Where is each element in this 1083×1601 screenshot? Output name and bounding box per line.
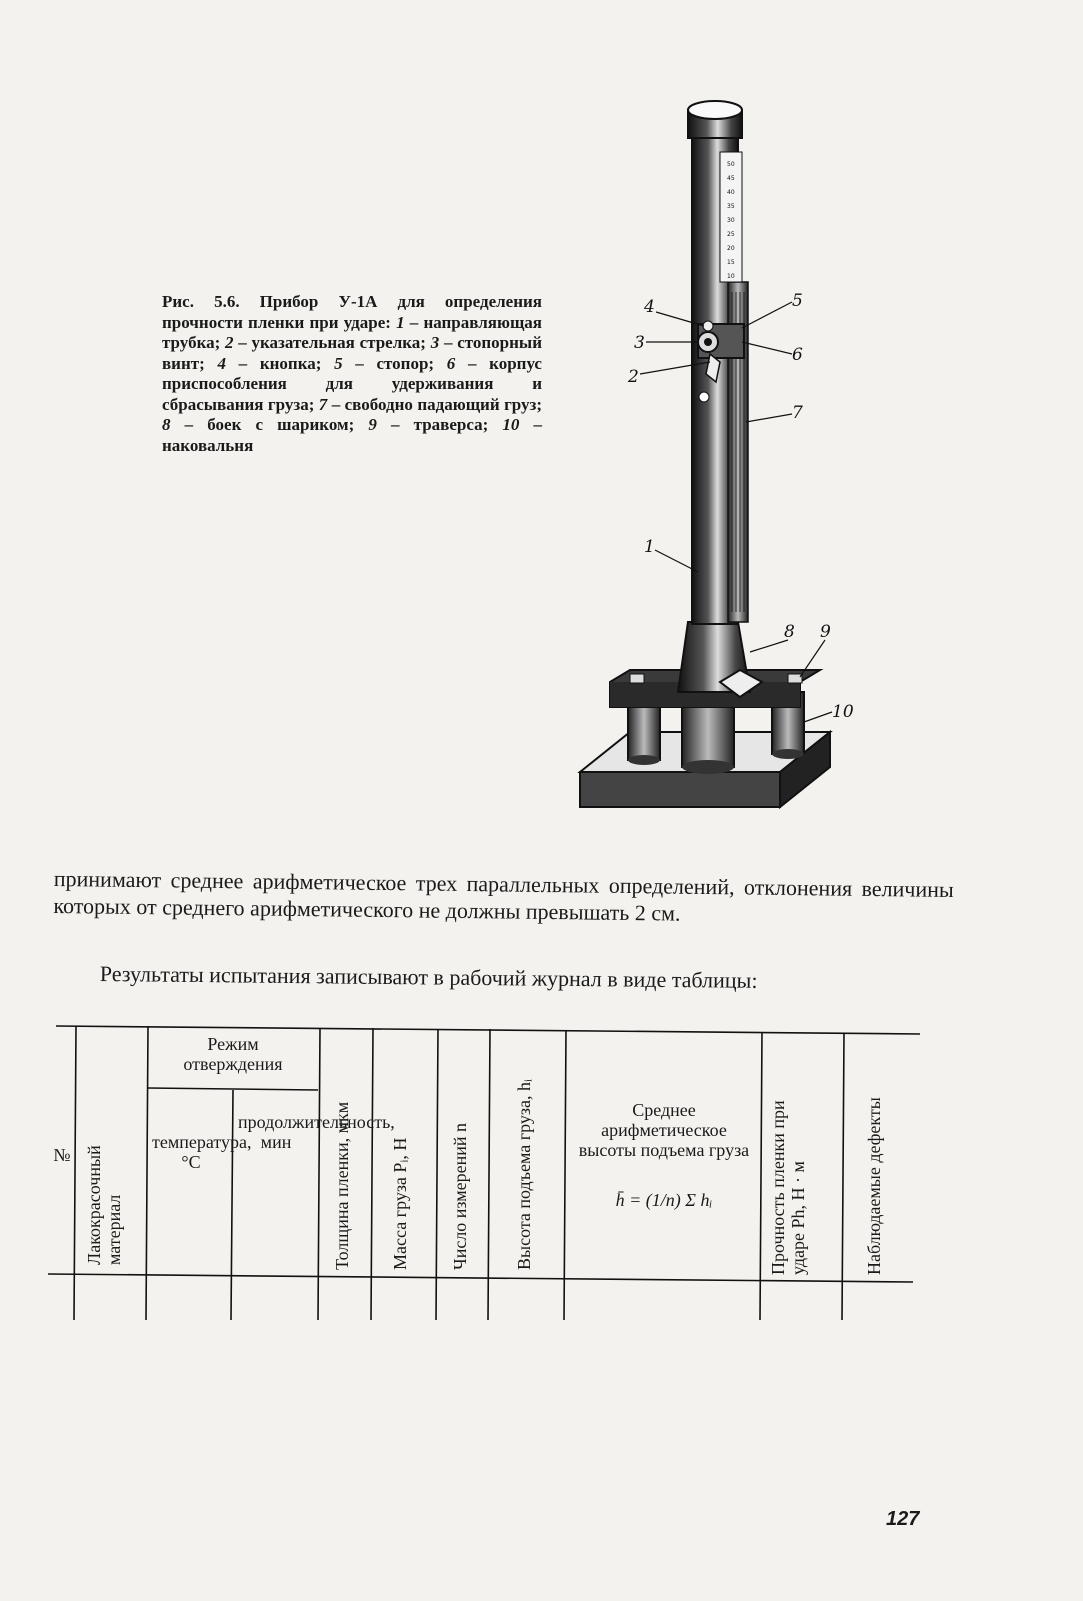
caption-text: – траверса; [376,415,503,434]
caption-num: 2 [225,333,234,352]
caption-num: 9 [368,415,377,434]
caption-text: – боек с шариком; [170,415,369,434]
body-paragraph: Результаты испытания записывают в рабочий журнал в виде таблицы: [99,960,758,993]
body-paragraph: принимают среднее арифметическое трех параллельных определений, отклонения величины которых от среднего арифметического не должны превышать 2 см. [53,865,954,926]
caption-num: 4 [217,353,226,373]
scale-tick: 45 [727,175,735,182]
scale-tick: 35 [727,203,735,210]
caption-title: Рис. 5.6. Прибор У-1А для определения прочности пленки при ударе: [162,292,542,332]
caption-num: 10 [502,415,520,434]
scale-tick: 40 [727,189,735,196]
figure-label: 8 [784,622,795,642]
caption-text: – стопор; [342,353,447,373]
caption-num: 3 [430,333,440,352]
col-duration-header: продолжительность, мин [238,1112,395,1152]
col-strength-header: Прочность пленки при ударе Ph, Н · м [768,1100,808,1275]
results-table [48,1020,948,1360]
caption-text: – наковальня [162,415,542,455]
col-material-header: Лакокрасочный материал [84,1145,124,1265]
col-mass-header: Масса груза Pᵢ, Н [390,1137,410,1270]
scale-tick: 20 [727,245,735,252]
col-avg-formula: h̄ = (1/n) Σ hᵢ [615,1190,713,1210]
figure-caption [162,292,542,456]
caption-num: 8 [162,415,171,434]
col-thickness-header: Толщина пленки, мкм [332,1101,352,1270]
caption-text: – корпус приспособления для удерживания и сбрасывания груза; [162,353,542,414]
col-count-header: Число измерений n [450,1122,470,1270]
figure-label: 10 [832,702,854,722]
caption-num: 7 [318,394,328,414]
caption-text: – кнопка; [225,353,335,373]
caption-text: – направляющая трубка; [162,312,542,352]
col-defects-header: Наблюдаемые дефекты [864,1097,884,1275]
scale-tick: 50 [727,161,735,168]
scale-tick: 10 [727,273,735,280]
scale-tick: 25 [727,231,735,238]
col-avg-header: Среднее арифметическое высоты подъема груза [578,1100,750,1160]
page-number: 127 [886,1508,920,1530]
caption-num: 5 [334,353,343,373]
caption-text: – указательная стрелка; [233,333,431,352]
figure-label: 9 [820,622,831,642]
col-number-header: № [53,1145,71,1165]
figure-label: 5 [792,291,803,311]
figure-label: 1 [644,537,655,557]
button [703,321,713,331]
caption-num: 1 [396,312,405,332]
figure-label: 7 [792,403,803,423]
scale-tick: 15 [727,259,735,266]
caption-text: – стопорный винт; [162,333,542,373]
figure-label: 2 [628,367,639,387]
scale-tick: 30 [727,217,735,224]
device-illustration [570,92,870,832]
col-temp-header: температура, °С [152,1132,252,1172]
caption-text: – свободно падающий груз; [327,394,543,414]
figure-label: 3 [634,333,645,353]
col-height-header: Высота подъема груза, hᵢ [514,1079,534,1270]
caption-num: 6 [446,353,456,373]
col-mode-header: Режим отверждения [183,1034,283,1074]
base-plate-front [580,772,780,807]
figure-label: 6 [792,345,803,365]
figure-label: 4 [644,297,655,317]
